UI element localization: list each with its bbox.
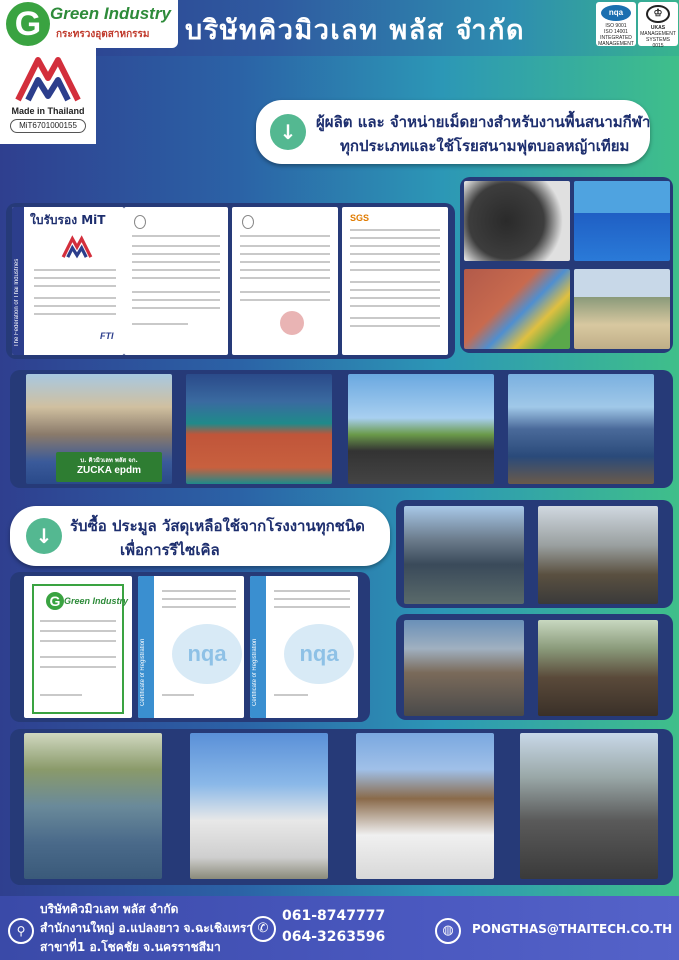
team-photo <box>26 374 172 484</box>
fti-side-text: The Federation of Thai Industries <box>14 258 20 347</box>
scrap-truck-photo <box>520 733 658 879</box>
sign-line2: ZUCKA epdm <box>76 465 142 476</box>
cert-line: MANAGEMENT <box>598 41 634 47</box>
recycling-banner <box>10 506 390 566</box>
leaf-g-icon: G <box>46 592 64 610</box>
cert-side-text: Certificate of Registration <box>252 638 258 706</box>
email-address[interactable]: PONGTHAS@THAITECH.CO.TH <box>472 922 673 936</box>
projects-photo-strip <box>10 370 673 488</box>
nqa-certificate-2 <box>250 576 358 718</box>
sgs-logo: SGS <box>350 213 370 223</box>
rubber-products-panel <box>460 177 673 353</box>
crane-loading-photo <box>538 506 658 604</box>
scrap-photos-top <box>396 500 673 608</box>
gi-cert-title: Green Industry <box>64 596 129 606</box>
thai-document-1 <box>124 207 228 355</box>
cert-line: SYSTEMS <box>646 37 670 43</box>
globe-icon: ◍ <box>435 918 461 944</box>
mit-certificate <box>12 207 124 355</box>
stamp-icon <box>280 311 304 335</box>
crane-bigbags-photo <box>190 733 328 879</box>
footer <box>0 896 679 960</box>
playground-floor-photo <box>464 269 570 349</box>
nqa-badge-label: nqa <box>601 5 631 21</box>
nqa-iso-badge <box>596 2 636 46</box>
cert-line: ISO 9001 <box>605 23 627 29</box>
sandbags-photo <box>574 269 670 349</box>
made-in-thailand-badge <box>0 48 96 144</box>
team-sign <box>56 452 162 482</box>
fti-logo: FTI <box>100 331 114 341</box>
seal-icon <box>134 215 146 229</box>
sign-line1: บ. คิวมิวเลท พลัส จก. <box>80 457 138 464</box>
cert-line: ISO 14001 <box>604 29 628 35</box>
company-title: บริษัทคิวมิวเลท พลัส จำกัด <box>185 15 525 46</box>
mit-code: MiT6701000155 <box>10 119 86 133</box>
registration-certificates-panel <box>10 572 370 722</box>
rubber-granules-photo <box>464 181 570 261</box>
worksite-photo <box>24 733 162 879</box>
operations-photo-strip <box>10 729 673 885</box>
phone-1[interactable]: 061-8747777 <box>282 908 386 924</box>
mit-cert-heading: ใบรับรอง MiT <box>30 213 106 227</box>
footer-company: บริษัทคิวมิวเลท พลัส จำกัด <box>40 902 179 916</box>
footer-head-office: สำนักงานใหญ่ อ.แปลงยาว จ.ฉะเชิงเทรา <box>40 921 254 935</box>
ukas-label: UKAS <box>650 25 666 31</box>
banner1-line2: ทุกประเภทและใช้โรยสนามฟุตบอลหญ้าเทียม <box>340 137 630 155</box>
pallet-stack-photo <box>404 506 524 604</box>
banner2-line2: เพื่อการรีไซเคิล <box>120 541 220 559</box>
banner1-line1: ผู้ผลิต และ จำหน่ายเม็ดยางสำหรับงานพื้นสนามกีฬา <box>316 113 651 131</box>
phone-2[interactable]: 064-3263596 <box>282 929 386 945</box>
nqa-certificate-1 <box>138 576 244 718</box>
mit-logo-icon <box>14 52 82 104</box>
arrow-down-icon: ↓ <box>26 518 62 554</box>
running-track-photo <box>348 374 494 484</box>
cert-line: MANAGEMENT <box>640 31 676 37</box>
green-industry-certificate <box>24 576 132 718</box>
mit-mini-logo-icon <box>60 235 94 259</box>
logo-title: Green Industry <box>50 4 171 23</box>
blue-court-photo <box>574 181 670 261</box>
footer-branch: สาขาที่1 อ.โชคชัย จ.นครราชสีมา <box>40 940 221 954</box>
ukas-badge <box>638 2 678 49</box>
certificates-panel <box>6 203 455 359</box>
scrap-metal-photo <box>538 620 658 716</box>
indoor-court-photo <box>186 374 332 484</box>
manufacturer-banner <box>256 100 650 164</box>
cert-line: INTEGRATED <box>600 35 632 41</box>
location-pin-icon: ⚲ <box>8 918 34 944</box>
cert-side-text: Certificate of Registration <box>140 638 146 706</box>
green-industry-logo <box>0 0 178 48</box>
excavator-photo <box>404 620 524 716</box>
nqa-watermark: nqa <box>172 624 242 684</box>
truck-photo <box>356 733 494 879</box>
leaf-g-icon: G <box>6 2 50 46</box>
mit-label: Made in Thailand <box>11 106 85 116</box>
seal-icon <box>242 215 254 229</box>
thai-document-2 <box>232 207 338 355</box>
scrap-photos-bottom <box>396 614 673 720</box>
arrow-down-icon: ↓ <box>270 114 306 150</box>
sgs-test-report <box>342 207 448 355</box>
phone-icon: ✆ <box>250 916 276 942</box>
cert-line: 0015 <box>652 43 664 49</box>
banner2-line1: รับซื้อ ประมูล วัสดุเหลือใช้จากโรงงานทุกชนิด <box>70 517 365 535</box>
logo-subtitle: กระทรวงอุตสาหกรรม <box>56 29 150 40</box>
forklift-truck-photo <box>508 374 654 484</box>
crown-icon: ♔ <box>646 5 670 23</box>
nqa-watermark: nqa <box>284 624 354 684</box>
